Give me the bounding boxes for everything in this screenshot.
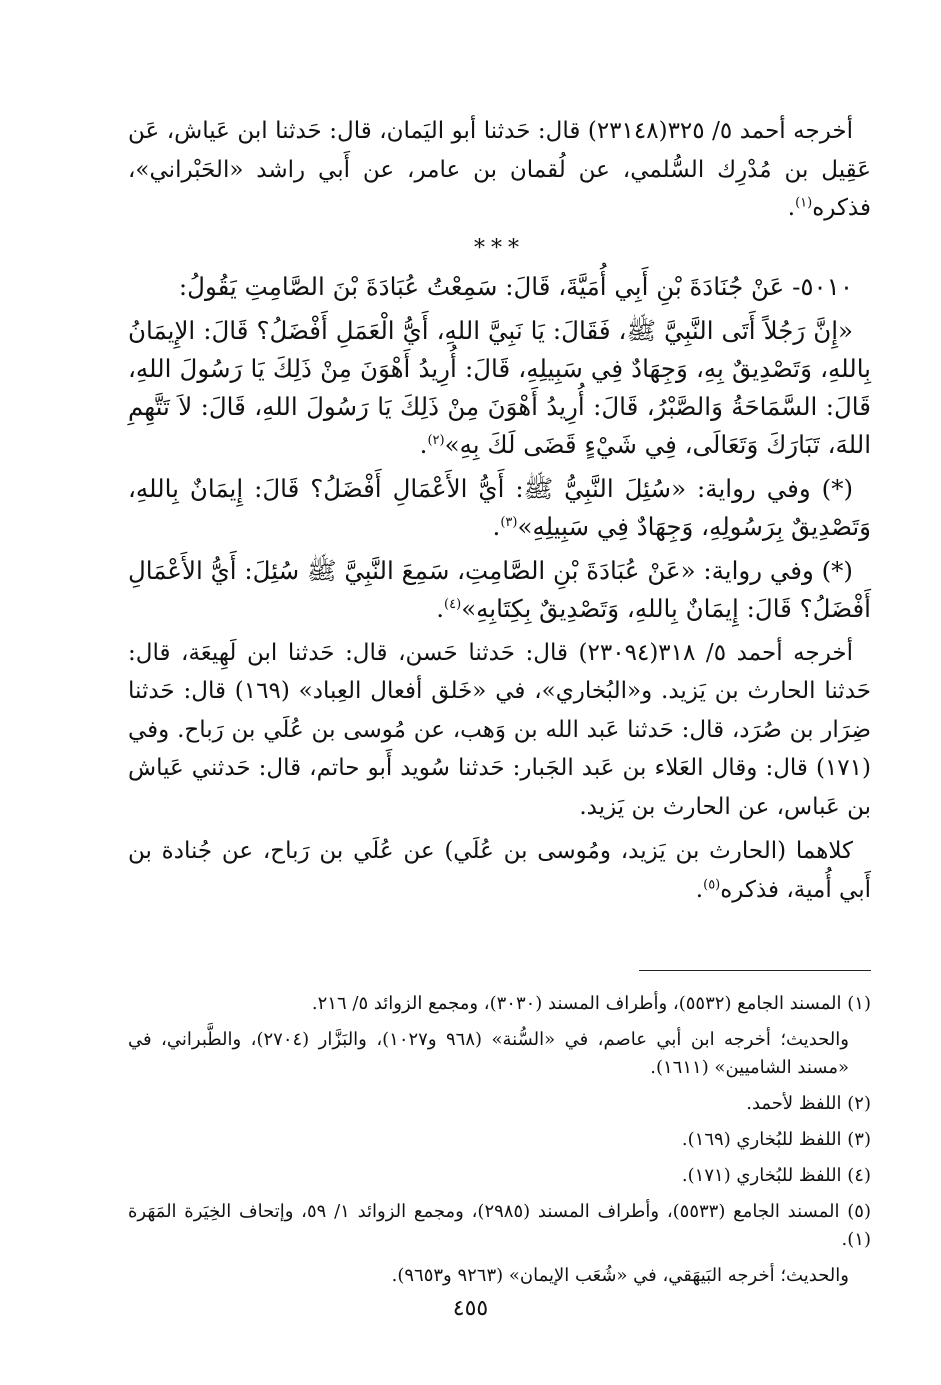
footnotes [128, 990, 871, 1298]
takhrij-end-1: . [787, 195, 796, 221]
section-separator: *** [474, 235, 525, 261]
takhrij-paragraph-2: أخرجه أحمد ٥/ ٣١٨(٢٣٠٩٤) قال: حَدثنا حَسن، قال: حَدثنا ابن لَهِيعَة، قال: حَدثنا الحارث بن يَزيد. و«البُخاري»، في «خَلق أفعال العِباد» (١٦٩) قال: حَدثنا ضِرَار بن صُرَد، قال: حَدثنا عَبد الله بن وَهب، عن مُوسى بن عُلَي بن رَباح. وفي (١٧١) قال: وقال العَلاء بن عَبد الجَبار: حَدثنا سُويد أَبو حاتم، قال: حَدثني عَياش بن عَباس، عن الحارث بن يَزيد. [128, 639, 871, 820]
footnote-1: (١) المسند الجامع (٥٥٣٢)، وأطراف المسند (٣٠٣٠)، ومجمع الزوائد ٥/ ٢١٦. [311, 993, 871, 1014]
takhrij-paragraph-1 [128, 112, 871, 228]
riwaya-text-1: (*) وفي رواية: «سُئِلَ النَّبِيُّ ﷺ: أَيُّ الأَعْمَالِ أَفْضَلُ؟ قَالَ: إِيمَانٌ بِاللهِ، وَتَصْدِيقٌ بِرَسُولِهِ، وَجِهَادٌ فِي سَبِيلِهِ» [128, 473, 871, 541]
footnote-ref-3: (٣) [500, 514, 518, 530]
footnote-4: (٤) اللفظ للبُخاري (١٧١). [681, 1165, 871, 1186]
hadith-body: «إِنَّ رَجُلاً أَتَى النَّبِيَّ ﷺ، فَقَالَ: يَا نَبِيَّ اللهِ، أَيُّ الْعَمَلِ أَفْضَلُ؟ قَالَ: الإِيمَانُ بِاللهِ، وَتَصْدِيقٌ بِهِ، وَجِهَادٌ فِي سَبِيلِهِ، قَالَ: أُرِيدُ أَهْوَنَ مِنْ ذَلِكَ يَا رَسُولَ اللهِ، قَالَ: السَّمَاحَةُ وَالصَّبْرُ، قَالَ: أُرِيدُ أَهْوَنَ مِنْ ذَلِكَ يَا رَسُولَ اللهِ، قَالَ: لاَ تَتَّهِمِ اللهَ، تَبَارَكَ وَتَعَالَى، فِي شَيْءٍ قَضَى لَكَ بِهِ» [128, 315, 871, 459]
riwaya-paragraph-1 [128, 470, 871, 546]
footnote-divider [639, 970, 871, 971]
hadith-text [128, 312, 871, 464]
hadith-end: . [419, 429, 428, 459]
hadith-heading: ٥٠١٠- عَنْ جُنَادَةَ بْنِ أَبِي أُمَيَّةَ، قَالَ: سَمِعْتُ عُبَادَةَ بْنَ الصَّامِتِ يَقُولُ: [178, 271, 853, 301]
takhrij-paragraph-3 [128, 832, 871, 909]
footnote-5: (٥) المسند الجامع (٥٥٣٣)، وأطراف المسند (٢٩٨٥)، ومجمع الزوائد ١/ ٥٩، وإتحاف الخِيَرة المَهَرة (١). [128, 1201, 871, 1250]
riwaya-text-2: (*) وفي رواية: «عَنْ عُبَادَةَ بْنِ الصَّامِتِ، سَمِعَ النَّبِيَّ ﷺ سُئِلَ: أَيُّ الأَعْمَالِ أَفْضَلُ؟ قَالَ: إِيمَانٌ بِاللهِ، وَتَصْدِيقٌ بِكِتَابِهِ» [128, 555, 871, 623]
riwaya-end-2: . [436, 593, 445, 623]
takhrij-text-1: أخرجه أحمد ٥/ ٣٢٥(٢٣١٤٨) قال: حَدثنا أبو اليَمان، قال: حَدثنا ابن عَياش، عَن عَقِيل بن مُدْرِك السُّلمي، عن لُقمان بن عامر، عن أَبي راشد «الحَبْراني»، فذكره [128, 118, 871, 221]
footnote-3: (٣) اللفظ للبُخاري (١٦٩). [681, 1129, 871, 1150]
riwaya-end-1: . [492, 511, 501, 541]
footnote-1-continuation: والحديث؛ أخرجه ابن أبي عاصم، في «السُّنة» (٩٦٨ و١٠٢٧)، والبَزَّار (٢٧٠٤)، والطَّبراني، في «مسند الشاميين» (١٦١١). [128, 1029, 849, 1078]
footnote-ref-4: (٤) [444, 596, 462, 612]
footnote-2: (٢) اللفظ لأحمد. [746, 1093, 871, 1114]
footnote-ref-2: (٢) [427, 432, 445, 448]
takhrij-end-3: . [695, 876, 704, 903]
takhrij-text-3: كلاهما (الحارث بن يَزيد، ومُوسى بن عُلَي) عن عُلَي بن رَباح، عن جُنادة بن أَبي أُمية، فذكره [128, 838, 871, 903]
main-text [128, 112, 871, 915]
footnote-5-continuation: والحديث؛ أخرجه البَيهَقي، في «شُعَب الإيمان» (٩٢٦٣ و٩٦٥٣). [391, 1265, 849, 1286]
page-number: ٤٥٥ [452, 1296, 489, 1321]
footnote-ref-1: (١) [795, 195, 813, 211]
footnote-ref-5: (٥) [703, 876, 721, 892]
riwaya-paragraph-2 [128, 552, 871, 628]
